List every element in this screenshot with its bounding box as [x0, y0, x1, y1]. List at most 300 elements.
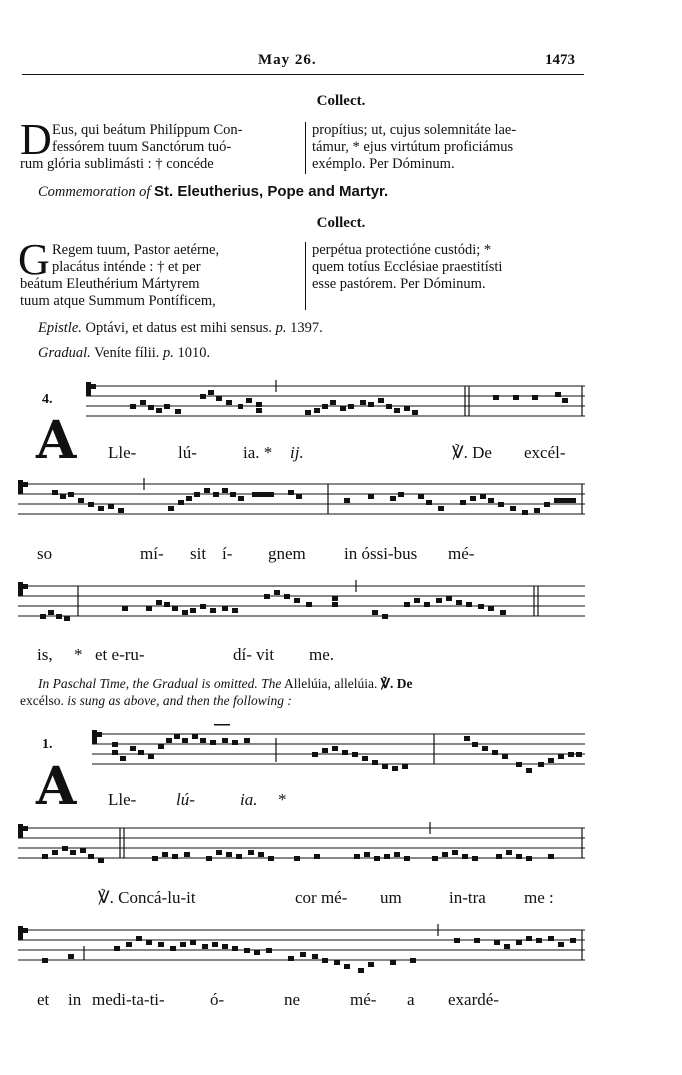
neume [238, 496, 244, 501]
drop-cap-d: D [20, 115, 52, 164]
neume [168, 506, 174, 511]
neume [156, 408, 162, 413]
neume [190, 608, 196, 613]
neume [232, 608, 238, 613]
neume [305, 410, 311, 415]
neume [314, 854, 320, 859]
neume [372, 610, 378, 615]
epistle-page: 1397. [290, 320, 323, 336]
neume [266, 948, 272, 953]
neume [204, 488, 210, 493]
neume [114, 946, 120, 951]
neume [558, 942, 564, 947]
neume [120, 756, 126, 761]
neume [424, 602, 430, 607]
page-number: 1473 [545, 52, 575, 68]
neume [164, 602, 170, 607]
collect1-left-line-2: fessórem tuum Sanctórum tuó- [52, 139, 232, 155]
neume [226, 400, 232, 405]
neume [130, 404, 136, 409]
neume [222, 944, 228, 949]
neume [112, 742, 118, 747]
neume [322, 748, 328, 753]
neume [184, 852, 190, 857]
chant2-line3-syllable-5: ne [284, 990, 301, 1009]
chant2-line3-syllable-4: ó- [210, 990, 225, 1009]
header-rule [22, 74, 584, 75]
neume [558, 754, 564, 759]
neume [200, 604, 206, 609]
running-header-date: May 26. [258, 52, 317, 68]
neume [178, 500, 184, 505]
neume [252, 492, 274, 497]
neume [288, 490, 294, 495]
neume [418, 494, 424, 499]
neume [360, 400, 366, 405]
neume [516, 762, 522, 767]
neume [200, 394, 206, 399]
neume [382, 764, 388, 769]
neume [482, 746, 488, 751]
neume [314, 408, 320, 413]
neume [148, 754, 154, 759]
neume [464, 736, 470, 741]
neume [108, 504, 114, 509]
gradual-text: Veníte fílii. [94, 345, 160, 361]
neume [362, 756, 368, 761]
neume [454, 938, 460, 943]
chant1-line1-syllable-6: excél- [524, 443, 566, 462]
neume [404, 856, 410, 861]
neume [332, 596, 338, 601]
neume [256, 408, 262, 413]
collect-heading-2: Collect. [316, 215, 366, 231]
neume [452, 850, 458, 855]
neume [126, 942, 132, 947]
neume [256, 402, 262, 407]
collect1-left-line-1: Eus, qui beátum Philíppum Con- [52, 122, 243, 138]
chant1-line2-syllable-6: in óssi-bus [344, 544, 418, 563]
neume [358, 968, 364, 973]
neume [544, 502, 550, 507]
neume [348, 404, 354, 409]
neume [460, 500, 466, 505]
neume [232, 740, 238, 745]
drop-cap-g: G [18, 235, 50, 284]
chant2-line3-syllable-8: exardé- [448, 990, 499, 1009]
neume [274, 590, 280, 595]
gradual-reference [38, 345, 210, 362]
neume [60, 494, 66, 499]
neume [216, 396, 222, 401]
chant2-staff-2 [18, 822, 585, 872]
neume [210, 740, 216, 745]
neume [513, 395, 519, 400]
neume [202, 944, 208, 949]
neume [88, 502, 94, 507]
collect2-right-line-2: quem totíus Ecclésiae praestitísti [312, 259, 503, 275]
collect1-left-line-3: rum glória sublimásti : † concéde [20, 156, 214, 172]
neume [548, 854, 554, 859]
neume [175, 409, 181, 414]
neume [334, 960, 340, 965]
neume [42, 958, 48, 963]
neume [194, 492, 200, 497]
chant1-line2-syllable-2: mí- [140, 544, 164, 563]
paschal-note-part-3: Allelúia, allelúia. [284, 676, 378, 691]
neume [502, 754, 508, 759]
neume [426, 500, 432, 505]
neume [56, 614, 62, 619]
neume [478, 604, 484, 609]
neume [506, 850, 512, 855]
neume [152, 856, 158, 861]
neume [48, 610, 54, 615]
neume [442, 852, 448, 857]
gradual-page: 1010. [177, 345, 211, 361]
neume [226, 852, 232, 857]
neume [516, 940, 522, 945]
chant1-line2-syllable-5: gnem [268, 544, 306, 563]
chant1-line2-syllable-1: so [37, 544, 53, 563]
neume [172, 606, 178, 611]
chant2-line2-syllable-4: in-tra [449, 888, 486, 907]
paschal-note-part-4: ℣. De [380, 676, 413, 691]
neume [213, 492, 219, 497]
neume [294, 598, 300, 603]
neume [312, 954, 318, 959]
neume [570, 938, 576, 943]
neume [374, 856, 380, 861]
chant1-line1-syllable-3: ia. * [243, 443, 273, 462]
neume [164, 404, 170, 409]
chant2-staff-1 [86, 722, 585, 782]
commemoration-title: St. Eleutherius, Pope and Martyr. [154, 183, 389, 200]
neume [462, 854, 468, 859]
collect1-right-line-1: propítius; ut, cujus solemnitáte lae- [312, 122, 517, 138]
neume [562, 398, 568, 403]
neume [382, 614, 388, 619]
chant1-line3-syllable-4: me. [309, 645, 335, 664]
neume [548, 936, 554, 941]
neume [470, 496, 476, 501]
collect2-left-line-4: tuum atque Summum Pontíficem, [20, 293, 216, 309]
neume [40, 614, 46, 619]
chant2-line3-syllable-2: in [68, 990, 82, 1009]
neume [480, 494, 486, 499]
neume [64, 616, 70, 621]
neume [526, 768, 532, 773]
chant1-line1-syllable-4: ij. [290, 443, 304, 462]
chant2-line3-syllable-6: mé- [350, 990, 377, 1009]
neume [402, 764, 408, 769]
neume [192, 734, 198, 739]
neume [158, 744, 164, 749]
neume [493, 395, 499, 400]
neume [158, 942, 164, 947]
neume [352, 752, 358, 757]
neume [214, 724, 230, 726]
chant2-line1-syllable-2: lú- [176, 790, 195, 809]
collect2-left-line-3: beátum Eleuthérium Mártyrem [20, 276, 200, 292]
neume [404, 406, 410, 411]
neume [496, 854, 502, 859]
chant1-line3-syllable-1: is, [37, 645, 53, 664]
neume [472, 742, 478, 747]
neume [466, 602, 472, 607]
neume [494, 940, 500, 945]
neume [342, 750, 348, 755]
chant2-line1-asterisk: * [278, 790, 287, 809]
epistle-reference [38, 320, 323, 337]
chant1-staff-1 [80, 378, 585, 428]
neume [394, 408, 400, 413]
neume [52, 850, 58, 855]
neume [368, 402, 374, 407]
neume [300, 952, 306, 957]
neume [474, 938, 480, 943]
neume [238, 404, 243, 409]
chant1-line1-syllable-2: lú- [178, 443, 197, 462]
neume [510, 506, 516, 511]
neume [516, 854, 522, 859]
collect1-right-line-3: exémplo. Per Dóminum. [312, 156, 455, 172]
paschal-note-part-5: excélso. [20, 693, 64, 708]
neume [246, 398, 252, 403]
neume [78, 498, 84, 503]
commemoration-line [38, 183, 388, 201]
neume [186, 496, 192, 501]
neume [412, 410, 418, 415]
neume [222, 606, 228, 611]
neume [248, 850, 254, 855]
neume [554, 498, 576, 503]
neume [254, 950, 260, 955]
chant2-line1-syllable-3: ia. [240, 790, 258, 809]
neume [332, 602, 338, 607]
neume [438, 506, 444, 511]
neume [112, 750, 118, 755]
neume [148, 405, 154, 410]
neume [130, 746, 136, 751]
neume [190, 940, 196, 945]
chant1-mode: 4. [42, 392, 53, 407]
neume [222, 738, 228, 743]
neume [568, 752, 574, 757]
neume [436, 598, 442, 603]
neume [208, 390, 214, 395]
neume [386, 404, 392, 409]
neume [404, 602, 410, 607]
neume [62, 846, 68, 851]
chant1-staff-3 [18, 580, 585, 630]
chant1-line1-syllable-1: Lle- [108, 443, 137, 462]
chant1-line2-syllable-3: sit [190, 544, 207, 563]
chant1-line1-syllable-5: ℣. De [452, 443, 492, 462]
chant2-mode: 1. [42, 737, 53, 752]
neume [140, 400, 146, 405]
neume [532, 395, 538, 400]
neume [230, 492, 236, 497]
epistle-label: Epistle. [38, 320, 82, 336]
neume [322, 958, 328, 963]
neume [288, 956, 294, 961]
neume [98, 858, 104, 863]
neume [364, 852, 370, 857]
neume [390, 496, 396, 501]
neume [372, 760, 378, 765]
neume [398, 492, 404, 497]
neume [182, 738, 188, 743]
epistle-text: Optávi, et datus est mihi sensus. [85, 320, 272, 336]
neume [390, 960, 396, 965]
neume [118, 508, 124, 513]
neume [456, 600, 462, 605]
chant2-line2-syllable-2: cor mé- [295, 888, 348, 907]
neume [136, 936, 142, 941]
neume [174, 734, 180, 739]
collect2-right-line-3: esse pastórem. Per Dóminum. [312, 276, 486, 292]
neume [264, 594, 270, 599]
neume [258, 852, 264, 857]
neume [488, 606, 494, 611]
epistle-page-label: p. [275, 320, 287, 336]
gradual-page-label: p. [163, 345, 174, 361]
neume [222, 488, 228, 493]
neume [522, 510, 528, 515]
neume [548, 758, 554, 763]
neume [88, 854, 94, 859]
column-divider [305, 122, 306, 174]
neume [368, 494, 374, 499]
neume [162, 852, 168, 857]
paschal-note-part-6: is sung as above, and then the following : [67, 693, 292, 708]
neume [330, 400, 336, 405]
neume [70, 850, 76, 855]
column-divider-2 [305, 242, 306, 310]
chant2-line2-syllable-3: um [380, 888, 402, 907]
neume [182, 610, 188, 615]
neume [68, 954, 74, 959]
neume [294, 856, 300, 861]
chant2-line3-syllable-3: medi-ta-ti- [92, 990, 165, 1009]
collect1-right-line-2: támur, * ejus virtútum proficiámus [312, 139, 514, 155]
neume [268, 856, 274, 861]
neume [180, 942, 186, 947]
neume [138, 750, 144, 755]
chant2-staff-3 [18, 924, 585, 978]
neume [156, 600, 162, 605]
neume [146, 940, 152, 945]
neume [498, 502, 504, 507]
neume [146, 606, 152, 611]
chant1-initial: A [36, 410, 77, 471]
neume [322, 404, 328, 409]
neume [312, 752, 318, 757]
neume [354, 854, 360, 859]
neume [504, 944, 510, 949]
chant2-line2-syllable-1: ℣. Concá-lu-it [98, 888, 196, 907]
chant2-line3-syllable-7: a [407, 990, 415, 1009]
neume [526, 856, 532, 861]
neume [344, 964, 350, 969]
neume [284, 594, 290, 599]
neume [232, 946, 238, 951]
neume [306, 602, 312, 607]
chant1-staff-2 [18, 478, 585, 528]
chant1-line3-syllable-3: dí- vit [233, 645, 275, 664]
neume [536, 938, 542, 943]
neume [170, 946, 176, 951]
neume [534, 508, 540, 513]
paschal-note-part-1: In Paschal Time, the Gradual is omitted. [38, 676, 258, 691]
collect2-left-line-2: placátus inténde : † et per [52, 259, 201, 275]
chant2-line2-syllable-5: me : [524, 888, 554, 907]
neume [555, 392, 561, 397]
neume [42, 854, 48, 859]
neume [410, 958, 416, 963]
neume [216, 850, 222, 855]
neume [296, 494, 302, 499]
neume [368, 962, 374, 967]
neume [500, 610, 506, 615]
neume [52, 490, 58, 495]
neume [122, 606, 128, 611]
neume [210, 608, 216, 613]
chant1-line3-syllable-2: et e-ru- [95, 645, 145, 664]
neume [212, 942, 218, 947]
neume [392, 766, 398, 771]
neume [526, 936, 532, 941]
neume [244, 948, 250, 953]
neume [538, 762, 544, 767]
chant2-line3-syllable-1: et [37, 990, 50, 1009]
collect2-left-line-1: Regem tuum, Pastor aetérne, [52, 242, 220, 258]
neume [166, 738, 172, 743]
neume [340, 406, 346, 411]
collect-heading: Collect. [316, 93, 366, 109]
neume [98, 506, 104, 511]
neume [576, 752, 582, 757]
neume [80, 848, 86, 853]
chant1-line2-syllable-7: mé- [448, 544, 475, 563]
neume [344, 498, 350, 503]
paschal-note-line-1 [38, 676, 598, 692]
neume [414, 598, 420, 603]
neume [472, 856, 478, 861]
neume [236, 854, 242, 859]
neume [206, 856, 212, 861]
commemoration-lead: Commemoration of [38, 184, 151, 200]
neume [378, 398, 384, 403]
neume [446, 596, 452, 601]
neume [172, 854, 178, 859]
chant1-line3-asterisk: * [74, 645, 83, 664]
neume [200, 738, 206, 743]
neume [492, 750, 498, 755]
neume [332, 746, 338, 751]
paschal-note-part-2: The [261, 676, 282, 691]
neume [384, 854, 390, 859]
neume [244, 738, 250, 743]
neume [488, 498, 494, 503]
neume [432, 856, 438, 861]
paschal-note-line-2 [20, 693, 580, 709]
neume [68, 492, 74, 497]
gradual-label: Gradual. [38, 345, 91, 361]
collect2-right-line-1: perpétua protectióne custódi; * [312, 242, 492, 258]
chant1-line2-syllable-4: í- [222, 544, 233, 563]
